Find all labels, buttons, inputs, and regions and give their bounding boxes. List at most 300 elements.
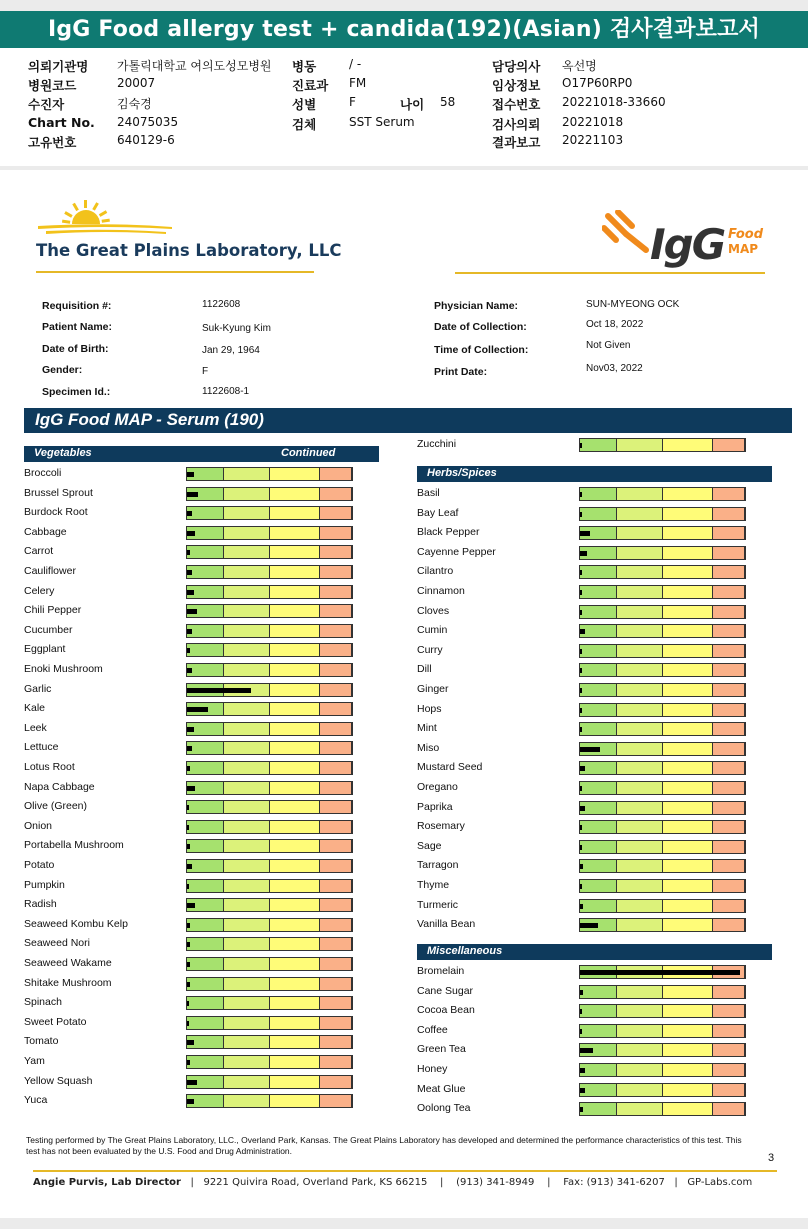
bar-zone xyxy=(663,1025,713,1037)
reactivity-bar xyxy=(579,859,746,873)
reactivity-bar xyxy=(186,859,353,873)
bar-zone xyxy=(320,723,352,735)
reactivity-bar xyxy=(579,840,746,854)
header-value: 58 xyxy=(440,95,456,109)
bar-zone xyxy=(580,606,617,618)
bar-zone xyxy=(224,958,270,970)
reactivity-bar xyxy=(186,996,353,1010)
food-name: Sweet Potato xyxy=(24,1015,87,1028)
section-title-bar xyxy=(24,408,792,433)
reactivity-level-mark xyxy=(580,884,582,889)
bar-zone xyxy=(187,860,224,872)
bar-zone xyxy=(617,488,663,500)
bar-zone xyxy=(187,801,224,813)
bar-zone xyxy=(663,606,713,618)
header-value: 640129-6 xyxy=(117,133,175,147)
bar-zone xyxy=(187,821,224,833)
bar-zone xyxy=(580,723,617,735)
bar-zone xyxy=(224,1056,270,1068)
food-name: Burdock Root xyxy=(24,506,88,519)
bar-zone xyxy=(713,1084,745,1096)
reactivity-bar xyxy=(579,781,746,795)
bar-zone xyxy=(270,664,320,676)
bar-zone xyxy=(320,488,352,500)
bar-zone xyxy=(580,782,617,794)
lab-website: GP-Labs.com xyxy=(687,1177,753,1188)
food-name: Hops xyxy=(417,702,442,715)
food-name: Ginger xyxy=(417,683,449,695)
reactivity-level-mark xyxy=(187,805,189,810)
bar-zone xyxy=(270,1017,320,1029)
bar-zone xyxy=(713,900,745,912)
bar-zone xyxy=(187,644,224,656)
bar-zone xyxy=(224,919,270,931)
bar-zone xyxy=(320,782,352,794)
food-name: Vanilla Bean xyxy=(417,918,476,931)
bar-zone xyxy=(663,802,713,814)
food-name: Cloves xyxy=(417,604,450,617)
bar-zone xyxy=(663,684,713,696)
antibody-logo-icon xyxy=(602,210,652,256)
igg-logo-text: IgG xyxy=(650,220,725,269)
reactivity-level-mark xyxy=(580,443,582,448)
bar-zone xyxy=(270,546,320,558)
reactivity-level-mark xyxy=(187,1040,194,1045)
bar-zone xyxy=(224,488,270,500)
bar-zone xyxy=(663,1084,713,1096)
bar-zone xyxy=(713,762,745,774)
bar-zone xyxy=(663,1044,713,1056)
reactivity-level-mark xyxy=(580,531,590,536)
bar-zone xyxy=(320,546,352,558)
bar-zone xyxy=(617,1084,663,1096)
reactivity-bar xyxy=(186,487,353,501)
header-label: 성별 xyxy=(292,97,317,112)
lab-director: Angie Purvis, Lab Director xyxy=(33,1177,181,1188)
food-name: Coffee xyxy=(417,1023,448,1036)
bar-zone xyxy=(224,703,270,715)
bar-zone xyxy=(713,919,745,931)
reactivity-bar xyxy=(579,526,746,540)
reactivity-bar xyxy=(579,761,746,775)
reactivity-bar xyxy=(186,898,353,912)
header-label: 접수번호 xyxy=(492,97,541,112)
reactivity-level-mark xyxy=(580,570,582,575)
reactivity-level-mark xyxy=(580,1048,593,1053)
reactivity-bar xyxy=(579,722,746,736)
bar-zone xyxy=(617,645,663,657)
bar-zone xyxy=(187,664,224,676)
bar-zone xyxy=(187,919,224,931)
reactivity-bar xyxy=(579,1102,746,1116)
patient-label: Gender: xyxy=(42,364,83,376)
bar-zone xyxy=(224,899,270,911)
bar-zone xyxy=(713,488,745,500)
reactivity-bar xyxy=(186,624,353,638)
food-name: Cumin xyxy=(417,624,448,637)
bar-zone xyxy=(224,801,270,813)
reactivity-bar xyxy=(186,957,353,971)
bar-zone xyxy=(270,978,320,990)
bar-zone xyxy=(663,841,713,853)
bar-zone xyxy=(617,900,663,912)
reactivity-bar xyxy=(579,703,746,717)
reactivity-level-mark xyxy=(187,844,190,849)
bar-zone xyxy=(713,527,745,539)
reactivity-level-mark xyxy=(580,1009,582,1014)
reactivity-level-mark xyxy=(187,962,190,967)
bar-zone xyxy=(580,802,617,814)
header-label: 검사의뢰 xyxy=(492,117,541,132)
patient-label: Date of Collection: xyxy=(434,321,527,333)
food-name: Eggplant xyxy=(24,643,66,656)
header-value: FM xyxy=(349,76,367,90)
bar-zone xyxy=(580,841,617,853)
bar-zone xyxy=(617,508,663,520)
bar-zone xyxy=(617,606,663,618)
bar-zone xyxy=(224,1095,270,1107)
food-name: Oolong Tea xyxy=(417,1102,471,1115)
food-name: Portabella Mushroom xyxy=(24,839,124,852)
bar-zone xyxy=(663,704,713,716)
bar-zone xyxy=(320,742,352,754)
food-name: Sage xyxy=(417,839,442,852)
reactivity-level-mark xyxy=(580,990,583,995)
bar-zone xyxy=(320,527,352,539)
reactivity-bar xyxy=(186,820,353,834)
reactivity-level-mark xyxy=(187,550,190,555)
reactivity-level-mark xyxy=(580,708,582,713)
bar-zone xyxy=(617,880,663,892)
bar-zone xyxy=(187,1056,224,1068)
bar-zone xyxy=(187,1017,224,1029)
reactivity-level-mark xyxy=(187,923,190,928)
food-name: Enoki Mushroom xyxy=(24,663,103,675)
bar-zone xyxy=(270,644,320,656)
bar-zone xyxy=(270,507,320,519)
food-name: Lotus Root xyxy=(24,761,75,773)
bar-zone xyxy=(270,527,320,539)
bar-zone xyxy=(580,664,617,676)
reactivity-level-mark xyxy=(187,942,190,947)
bar-zone xyxy=(320,938,352,950)
food-name: Cinnamon xyxy=(417,585,465,597)
bar-zone xyxy=(713,566,745,578)
bar-zone xyxy=(187,840,224,852)
bar-zone xyxy=(187,762,224,774)
bar-zone xyxy=(224,762,270,774)
bar-zone xyxy=(320,840,352,852)
reactivity-level-mark xyxy=(580,806,585,811)
food-name: Broccoli xyxy=(24,467,62,479)
bar-zone xyxy=(224,821,270,833)
bar-zone xyxy=(270,625,320,637)
bar-zone xyxy=(270,762,320,774)
bar-zone xyxy=(713,986,745,998)
bar-zone xyxy=(187,742,224,754)
bar-zone xyxy=(713,664,745,676)
bar-zone xyxy=(663,821,713,833)
header-label: 병동 xyxy=(292,59,317,74)
food-name: Honey xyxy=(417,1063,448,1075)
reactivity-bar xyxy=(579,965,746,979)
bar-zone xyxy=(713,547,745,559)
category-header-herbs xyxy=(417,466,772,482)
patient-label: Date of Birth: xyxy=(42,343,109,355)
header-label: 의뢰기관명 xyxy=(28,59,89,74)
reactivity-level-mark xyxy=(187,1021,189,1026)
bar-zone xyxy=(187,566,224,578)
reactivity-bar xyxy=(186,1055,353,1069)
bar-zone xyxy=(580,1084,617,1096)
patient-label: Time of Collection: xyxy=(434,344,529,356)
bar-zone xyxy=(663,900,713,912)
bar-zone xyxy=(580,439,617,451)
food-name: Cocoa Bean xyxy=(417,1004,475,1017)
continued-label: Continued xyxy=(281,447,336,459)
food-name: Oregano xyxy=(417,781,458,793)
bar-zone xyxy=(224,1017,270,1029)
reactivity-level-mark xyxy=(580,747,600,752)
reactivity-bar xyxy=(186,781,353,795)
bar-zone xyxy=(663,664,713,676)
bar-zone xyxy=(663,986,713,998)
bar-zone xyxy=(617,625,663,637)
sun-logo-icon xyxy=(36,200,176,240)
bar-zone xyxy=(617,1025,663,1037)
bar-zone xyxy=(270,997,320,1009)
patient-value: Jan 29, 1964 xyxy=(202,345,260,356)
lab-address: 9221 Quivira Road, Overland Park, KS 66215 xyxy=(203,1177,428,1188)
bar-zone xyxy=(224,840,270,852)
reactivity-bar xyxy=(186,526,353,540)
bar-zone xyxy=(270,742,320,754)
reactivity-level-mark xyxy=(187,1001,189,1006)
bar-zone xyxy=(713,821,745,833)
food-name: Garlic xyxy=(24,682,52,695)
bar-zone xyxy=(224,997,270,1009)
reactivity-level-mark xyxy=(580,825,582,830)
bar-zone xyxy=(224,978,270,990)
category-header-misc xyxy=(417,944,772,960)
bar-zone xyxy=(580,586,617,598)
bar-zone xyxy=(617,986,663,998)
bar-zone xyxy=(713,1005,745,1017)
bar-zone xyxy=(187,958,224,970)
reactivity-level-mark xyxy=(580,970,740,975)
bar-zone xyxy=(713,1064,745,1076)
reactivity-level-mark xyxy=(187,727,194,732)
bar-zone xyxy=(617,704,663,716)
bar-zone xyxy=(224,1076,270,1088)
bar-zone xyxy=(320,586,352,598)
bar-zone xyxy=(580,488,617,500)
reactivity-bar xyxy=(186,1016,353,1030)
reactivity-level-mark xyxy=(187,648,190,653)
bar-zone xyxy=(320,644,352,656)
food-name: Lettuce xyxy=(24,741,59,754)
reactivity-bar xyxy=(579,438,746,452)
bar-zone xyxy=(580,860,617,872)
food-name: Bromelain xyxy=(417,965,465,977)
reactivity-level-mark xyxy=(580,786,582,791)
bar-zone xyxy=(224,644,270,656)
food-name: Leek xyxy=(24,721,47,734)
food-name: Seaweed Kombu Kelp xyxy=(24,917,128,930)
bar-zone xyxy=(713,802,745,814)
header-value: 24075035 xyxy=(117,115,179,129)
patient-value: 1122608-1 xyxy=(202,386,250,397)
bar-zone xyxy=(224,566,270,578)
bar-zone xyxy=(663,1064,713,1076)
reactivity-bar xyxy=(579,605,746,619)
bar-zone xyxy=(320,684,352,696)
bar-zone xyxy=(580,900,617,912)
reactivity-bar xyxy=(186,702,353,716)
bar-zone xyxy=(617,802,663,814)
bar-zone xyxy=(224,664,270,676)
bar-zone xyxy=(320,880,352,892)
food-name: Cilantro xyxy=(417,565,454,578)
bar-zone xyxy=(580,684,617,696)
food-name: Yam xyxy=(24,1055,45,1067)
reactivity-level-mark xyxy=(580,590,582,595)
bar-zone xyxy=(320,860,352,872)
food-name: Bay Leaf xyxy=(417,506,459,519)
bar-zone xyxy=(617,919,663,931)
food-name: Yuca xyxy=(24,1094,48,1107)
food-name: Celery xyxy=(24,584,55,597)
bar-zone xyxy=(617,1044,663,1056)
reactivity-bar xyxy=(186,800,353,814)
bar-zone xyxy=(663,586,713,598)
bar-zone xyxy=(224,546,270,558)
lab-name: The Great Plains Laboratory, LLC xyxy=(36,241,342,260)
bar-zone xyxy=(713,625,745,637)
bar-zone xyxy=(224,742,270,754)
reactivity-bar xyxy=(186,506,353,520)
bar-zone xyxy=(320,801,352,813)
reactivity-level-mark xyxy=(580,688,582,693)
food-name: Turmeric xyxy=(417,898,459,911)
bar-zone xyxy=(713,606,745,618)
bar-zone xyxy=(580,704,617,716)
reactivity-level-mark xyxy=(580,629,585,634)
bar-zone xyxy=(713,704,745,716)
bar-zone xyxy=(617,743,663,755)
bar-zone xyxy=(663,625,713,637)
food-name: Radish xyxy=(24,898,57,911)
bar-zone xyxy=(320,1017,352,1029)
bar-zone xyxy=(270,801,320,813)
map-logo-text: MAP xyxy=(728,242,759,256)
header-label: 진료과 xyxy=(292,78,329,93)
food-name: Paprika xyxy=(417,800,453,813)
reactivity-level-mark xyxy=(187,570,192,575)
bar-zone xyxy=(187,997,224,1009)
bar-zone xyxy=(617,547,663,559)
reactivity-level-mark xyxy=(187,766,190,771)
reactivity-bar xyxy=(186,565,353,579)
bar-zone xyxy=(270,919,320,931)
reactivity-level-mark xyxy=(580,649,582,654)
category-name: Miscellaneous xyxy=(427,945,503,957)
reactivity-level-mark xyxy=(580,610,582,615)
patient-value: Not Given xyxy=(586,340,631,351)
bar-zone xyxy=(617,1064,663,1076)
reactivity-bar xyxy=(186,683,353,697)
header-value: / - xyxy=(349,57,362,71)
food-name: Olive (Green) xyxy=(24,800,88,813)
header-value: 20221103 xyxy=(562,133,624,147)
reactivity-bar xyxy=(186,1035,353,1049)
bar-zone xyxy=(224,625,270,637)
bar-zone xyxy=(224,860,270,872)
patient-label: Print Date: xyxy=(434,366,488,378)
food-name: Black Pepper xyxy=(417,526,480,539)
bar-zone xyxy=(320,1095,352,1107)
category-header-vegetables xyxy=(24,446,379,462)
reactivity-level-mark xyxy=(187,786,195,791)
bar-zone xyxy=(713,880,745,892)
bar-zone xyxy=(663,527,713,539)
food-name: Zucchini xyxy=(417,438,457,450)
reactivity-bar xyxy=(579,1063,746,1077)
bar-zone xyxy=(320,1056,352,1068)
lab-fax: Fax: (913) 341-6207 xyxy=(563,1177,665,1188)
reactivity-bar xyxy=(579,565,746,579)
bar-zone xyxy=(320,605,352,617)
bar-zone xyxy=(224,468,270,480)
patient-value: 1122608 xyxy=(202,299,241,310)
bar-zone xyxy=(187,625,224,637)
bar-zone xyxy=(270,782,320,794)
reactivity-bar xyxy=(186,761,353,775)
bar-zone xyxy=(187,938,224,950)
food-name: Mustard Seed xyxy=(417,761,483,774)
bar-zone xyxy=(713,1044,745,1056)
reactivity-level-mark xyxy=(187,746,192,751)
food-name: Seaweed Wakame xyxy=(24,957,112,969)
reactivity-level-mark xyxy=(580,1068,585,1073)
bar-zone xyxy=(617,723,663,735)
header-label: 검체 xyxy=(292,117,317,132)
bar-zone xyxy=(224,723,270,735)
reactivity-level-mark xyxy=(580,492,582,497)
bar-zone xyxy=(580,566,617,578)
food-name: Cayenne Pepper xyxy=(417,545,496,558)
patient-label: Patient Name: xyxy=(42,321,113,333)
food-name: Cauliflower xyxy=(24,565,76,577)
food-name: Green Tea xyxy=(417,1043,466,1056)
patient-label: Specimen Id.: xyxy=(42,386,111,398)
bar-zone xyxy=(270,488,320,500)
food-name: Cucumber xyxy=(24,623,73,636)
bar-zone xyxy=(320,507,352,519)
bar-zone xyxy=(320,468,352,480)
food-name: Miso xyxy=(417,741,440,754)
bar-zone xyxy=(617,684,663,696)
bar-zone xyxy=(617,821,663,833)
bar-zone xyxy=(320,1036,352,1048)
reactivity-level-mark xyxy=(187,982,190,987)
reactivity-bar xyxy=(579,742,746,756)
reactivity-level-mark xyxy=(187,472,194,477)
food-name: Rosemary xyxy=(417,820,465,833)
reactivity-bar xyxy=(579,985,746,999)
reactivity-level-mark xyxy=(580,668,582,673)
bar-zone xyxy=(617,1005,663,1017)
